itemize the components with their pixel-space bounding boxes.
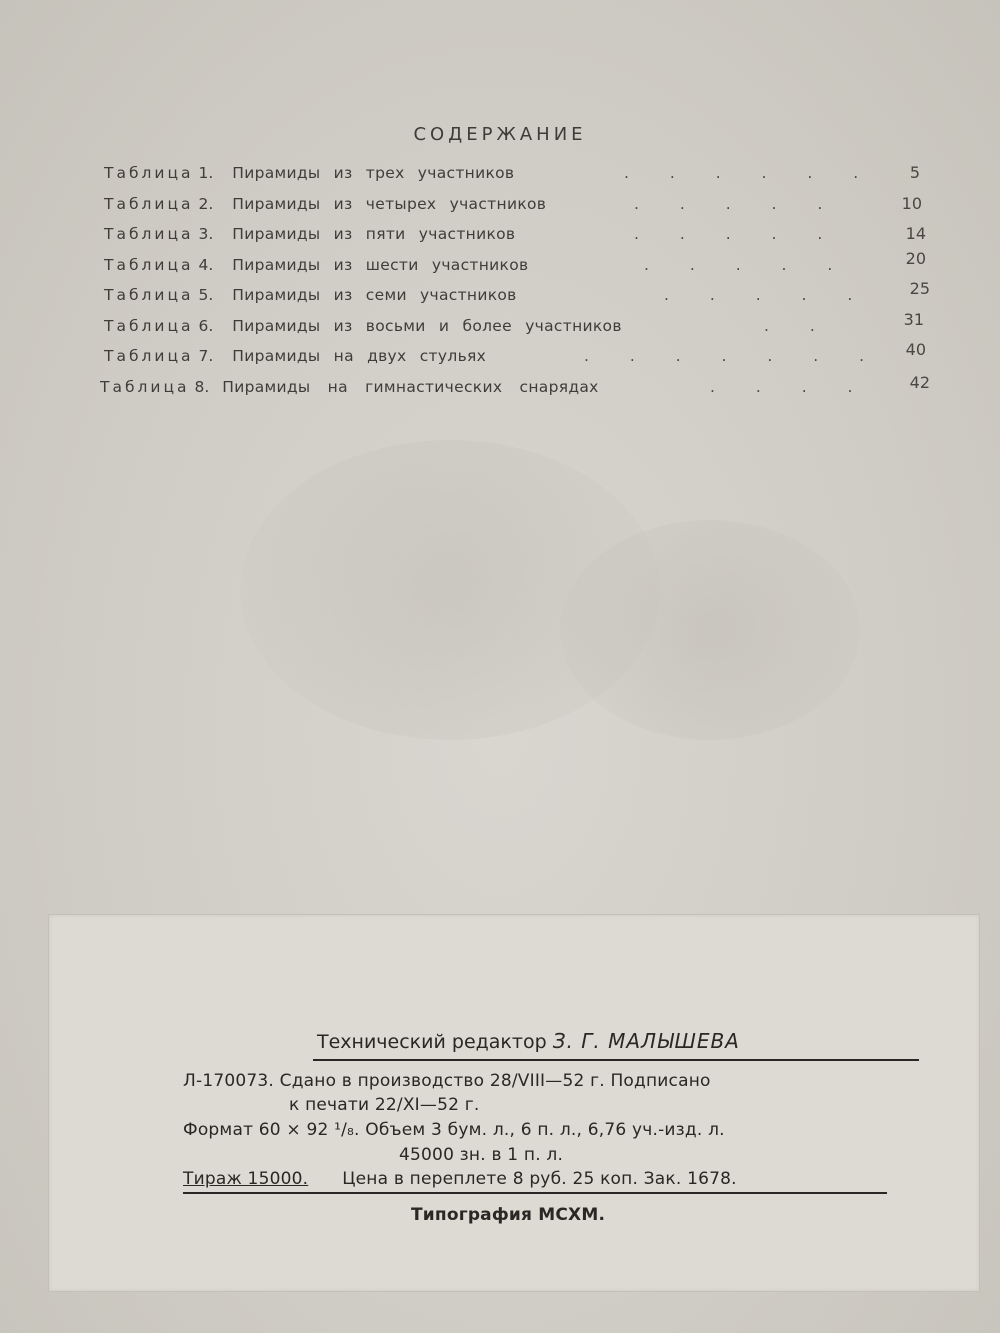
toc-row xyxy=(104,311,930,342)
toc-row-text: Пирамиды из четырех участников xyxy=(232,194,547,213)
toc-row xyxy=(100,372,930,403)
editor-role: Технический редактор xyxy=(317,1031,547,1053)
toc-leader-dots: . . . . xyxy=(710,377,871,396)
toc-row xyxy=(104,189,930,220)
toc-row-page: 25 xyxy=(909,279,930,298)
toc-row-page: 31 xyxy=(903,309,924,329)
table-of-contents xyxy=(100,158,930,402)
toc-row-text: Пирамиды из семи участников xyxy=(232,286,517,304)
toc-row-label: Таблица xyxy=(104,164,194,182)
toc-row xyxy=(104,280,930,311)
toc-leader-dots: . . . . . . xyxy=(624,164,877,182)
toc-leader-dots: . . . . . xyxy=(644,255,851,274)
toc-row xyxy=(104,158,930,189)
toc-row-label: Таблица xyxy=(104,194,194,213)
toc-leader-dots: . . . . . xyxy=(634,225,841,243)
toc-row-text: Пирамиды из пяти участников xyxy=(232,225,516,243)
toc-row-label: Таблица xyxy=(104,255,194,274)
toc-row-number: 3. xyxy=(198,225,214,243)
toc-row-number: 2. xyxy=(198,194,214,213)
imprint-line-production: Л-170073. Сдано в производство 28/VIII—52 г. Подписано xyxy=(183,1071,711,1091)
toc-row xyxy=(104,219,930,250)
toc-row-page: 20 xyxy=(905,248,926,268)
toc-leader-dots: . . . . . . . xyxy=(584,347,883,365)
editor-line xyxy=(313,1029,919,1061)
toc-row-number: 7. xyxy=(198,347,214,365)
toc-row-number: 8. xyxy=(194,377,210,396)
toc-row-label: Таблица xyxy=(104,316,194,335)
toc-row-label: Таблица xyxy=(104,347,194,365)
toc-row-text: Пирамиды на двух стульях xyxy=(232,347,487,365)
toc-row xyxy=(104,341,930,372)
toc-row-label: Таблица xyxy=(104,286,194,304)
toc-row-number: 6. xyxy=(198,316,214,335)
toc-row-text: Пирамиды на гимнастических снарядах xyxy=(222,377,599,396)
toc-row xyxy=(104,250,930,281)
imprint-line-chars: 45000 зн. в 1 п. л. xyxy=(399,1145,564,1165)
toc-row-text: Пирамиды из трех участников xyxy=(232,164,515,182)
price: Цена в переплете 8 руб. 25 коп. Зак. 1678. xyxy=(342,1169,737,1189)
toc-row-label: Таблица xyxy=(100,377,190,396)
toc-row-page: 40 xyxy=(905,340,926,359)
toc-row-text: Пирамиды из шести участников xyxy=(232,255,529,274)
imprint-line-circulation xyxy=(183,1169,887,1194)
toc-row-page: 42 xyxy=(909,372,930,392)
paper-stain xyxy=(560,520,860,740)
toc-row-page: 14 xyxy=(905,224,926,243)
printer: Типография МСХМ. xyxy=(411,1205,606,1225)
toc-leader-dots: . . . . . xyxy=(634,194,841,213)
toc-row-number: 4. xyxy=(198,255,214,274)
circulation: Тираж 15000. xyxy=(183,1169,309,1189)
toc-row-page: 5 xyxy=(909,163,920,182)
imprint-line-signed: к печати 22/XI—52 г. xyxy=(289,1095,480,1115)
imprint-label xyxy=(48,914,980,1292)
toc-leader-dots: . . . . . xyxy=(664,286,871,304)
imprint-line-format: Формат 60 × 92 ¹/₈. Объем 3 бум. л., 6 п. л., 6,76 уч.-изд. л. xyxy=(183,1120,725,1140)
toc-row-page: 10 xyxy=(901,193,922,213)
toc-row-text: Пирамиды из восьми и более участников xyxy=(232,316,622,335)
editor-name: З. Г. МАЛЫШЕВА xyxy=(552,1029,740,1053)
toc-row-number: 5. xyxy=(198,286,214,304)
toc-title: СОДЕРЖАНИЕ xyxy=(413,124,587,145)
toc-row-number: 1. xyxy=(198,164,214,182)
toc-row-label: Таблица xyxy=(104,225,194,243)
toc-leader-dots: . . xyxy=(764,316,833,335)
